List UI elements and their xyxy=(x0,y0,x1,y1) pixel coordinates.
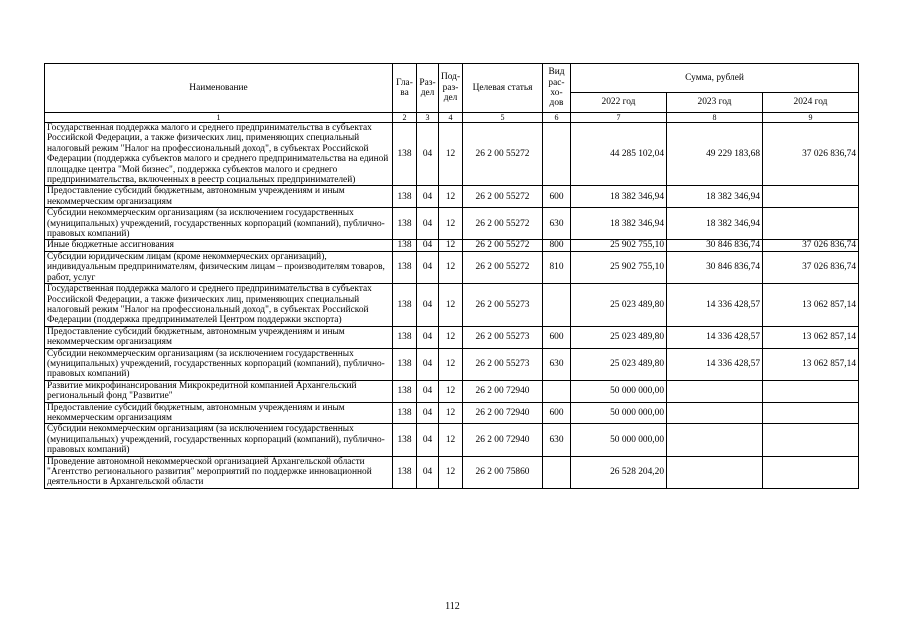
row-glava: 138 xyxy=(393,251,417,283)
row-vid: 630 xyxy=(543,208,571,240)
column-number: 6 xyxy=(543,113,571,123)
row-sum-2022: 25 902 755,10 xyxy=(571,240,667,251)
row-sum-2024: 37 026 836,74 xyxy=(763,123,859,186)
row-article: 26 2 00 55273 xyxy=(463,348,543,380)
row-podrazdel: 12 xyxy=(439,240,463,251)
header-sum: Сумма, рублей xyxy=(571,64,859,93)
header-vid: Вид рас-хо-дов xyxy=(543,64,571,113)
header-name: Наименование xyxy=(45,64,393,113)
row-sum-2024 xyxy=(763,380,859,402)
row-sum-2023: 30 846 836,74 xyxy=(667,251,763,283)
row-article: 26 2 00 72940 xyxy=(463,380,543,402)
table-row xyxy=(45,456,859,488)
table-row xyxy=(45,123,859,186)
row-podrazdel: 12 xyxy=(439,208,463,240)
row-sum-2024: 13 062 857,14 xyxy=(763,348,859,380)
column-number: 1 xyxy=(45,113,393,123)
row-podrazdel: 12 xyxy=(439,348,463,380)
row-razdel: 04 xyxy=(417,424,439,456)
column-number: 9 xyxy=(763,113,859,123)
row-vid: 600 xyxy=(543,326,571,348)
column-number: 2 xyxy=(393,113,417,123)
table-row xyxy=(45,402,859,424)
row-name: Иные бюджетные ассигнования xyxy=(45,240,393,251)
header-2023: 2023 год xyxy=(667,93,763,113)
header-2024: 2024 год xyxy=(763,93,859,113)
table-row xyxy=(45,326,859,348)
row-name: Субсидии юридическим лицам (кроме некоммерческих организаций), индивидуальным предпринимателям, физическим лицам – производителям товаров, работ, услуг xyxy=(45,251,393,283)
row-article: 26 2 00 72940 xyxy=(463,402,543,424)
row-glava: 138 xyxy=(393,456,417,488)
row-sum-2022: 50 000 000,00 xyxy=(571,424,667,456)
row-sum-2024: 13 062 857,14 xyxy=(763,284,859,327)
row-razdel: 04 xyxy=(417,284,439,327)
row-podrazdel: 12 xyxy=(439,251,463,283)
row-sum-2023: 14 336 428,57 xyxy=(667,284,763,327)
row-vid: 600 xyxy=(543,186,571,208)
table-row xyxy=(45,284,859,327)
header-2022: 2022 год xyxy=(571,93,667,113)
row-glava: 138 xyxy=(393,284,417,327)
row-sum-2022: 25 023 489,80 xyxy=(571,348,667,380)
row-podrazdel: 12 xyxy=(439,402,463,424)
column-number: 8 xyxy=(667,113,763,123)
header-razdel: Раз-дел xyxy=(417,64,439,113)
row-razdel: 04 xyxy=(417,456,439,488)
row-vid xyxy=(543,284,571,327)
row-sum-2024: 37 026 836,74 xyxy=(763,251,859,283)
row-sum-2023: 14 336 428,57 xyxy=(667,326,763,348)
row-podrazdel: 12 xyxy=(439,186,463,208)
row-sum-2023: 30 846 836,74 xyxy=(667,240,763,251)
row-name: Государственная поддержка малого и среднего предпринимательства в субъектах Российской Федерации, а также физических лиц, применяющих специальный налоговый режим "Налог на профессиональный доход", в субъектах Российской Федерации (поддержка предпринимателей Центром поддержки экспорта) xyxy=(45,284,393,327)
row-sum-2024 xyxy=(763,424,859,456)
row-podrazdel: 12 xyxy=(439,284,463,327)
row-name: Проведение автономной некоммерческой организацией Архангельской области "Агентство регионального развития" мероприятий по поддержке инновационной деятельности в Архангельской области xyxy=(45,456,393,488)
row-article: 26 2 00 55273 xyxy=(463,326,543,348)
column-number: 7 xyxy=(571,113,667,123)
row-glava: 138 xyxy=(393,326,417,348)
row-sum-2023: 14 336 428,57 xyxy=(667,348,763,380)
row-sum-2023 xyxy=(667,380,763,402)
table-row xyxy=(45,186,859,208)
row-vid: 630 xyxy=(543,348,571,380)
row-sum-2022: 26 528 204,20 xyxy=(571,456,667,488)
row-sum-2022: 25 023 489,80 xyxy=(571,284,667,327)
row-glava: 138 xyxy=(393,380,417,402)
column-number: 4 xyxy=(439,113,463,123)
row-razdel: 04 xyxy=(417,186,439,208)
row-vid xyxy=(543,380,571,402)
row-name: Государственная поддержка малого и среднего предпринимательства в субъектах Российской Федерации, а также физических лиц, применяющих специальный налоговый режим "Налог на профессиональный доход", в субъектах Российской Федерации (поддержка субъектов малого и среднего предпринимательства на единой площадке центра "Мой бизнес", поддержка субъектов малого и среднего предпринимательства, включенных в реестр социальных предпринимателей) xyxy=(45,123,393,186)
row-article: 26 2 00 72940 xyxy=(463,424,543,456)
table-row xyxy=(45,240,859,251)
row-podrazdel: 12 xyxy=(439,326,463,348)
row-podrazdel: 12 xyxy=(439,424,463,456)
row-razdel: 04 xyxy=(417,348,439,380)
row-vid xyxy=(543,456,571,488)
table-row xyxy=(45,380,859,402)
row-sum-2024 xyxy=(763,456,859,488)
table-row xyxy=(45,208,859,240)
row-glava: 138 xyxy=(393,208,417,240)
row-glava: 138 xyxy=(393,240,417,251)
budget-table xyxy=(44,63,859,489)
page-number: 112 xyxy=(445,601,460,612)
row-sum-2024: 37 026 836,74 xyxy=(763,240,859,251)
row-sum-2023: 18 382 346,94 xyxy=(667,208,763,240)
row-article: 26 2 00 55272 xyxy=(463,240,543,251)
column-number: 5 xyxy=(463,113,543,123)
row-name: Предоставление субсидий бюджетным, автономным учреждениям и иным некоммерческим организациям xyxy=(45,326,393,348)
header-article: Целевая статья xyxy=(463,64,543,113)
row-vid: 810 xyxy=(543,251,571,283)
row-sum-2023: 49 229 183,68 xyxy=(667,123,763,186)
header-glava: Гла-ва xyxy=(393,64,417,113)
row-sum-2022: 50 000 000,00 xyxy=(571,402,667,424)
row-razdel: 04 xyxy=(417,251,439,283)
row-razdel: 04 xyxy=(417,123,439,186)
row-sum-2024 xyxy=(763,402,859,424)
row-podrazdel: 12 xyxy=(439,123,463,186)
row-razdel: 04 xyxy=(417,240,439,251)
row-sum-2022: 25 023 489,80 xyxy=(571,326,667,348)
row-article: 26 2 00 75860 xyxy=(463,456,543,488)
row-razdel: 04 xyxy=(417,380,439,402)
row-vid: 630 xyxy=(543,424,571,456)
row-sum-2022: 18 382 346,94 xyxy=(571,208,667,240)
row-glava: 138 xyxy=(393,402,417,424)
row-name: Предоставление субсидий бюджетным, автономным учреждениям и иным некоммерческим организациям xyxy=(45,186,393,208)
row-podrazdel: 12 xyxy=(439,456,463,488)
header-podrazdel: Под-раз-дел xyxy=(439,64,463,113)
row-glava: 138 xyxy=(393,123,417,186)
table-row xyxy=(45,348,859,380)
row-podrazdel: 12 xyxy=(439,380,463,402)
row-vid: 800 xyxy=(543,240,571,251)
table-body xyxy=(45,113,859,489)
row-glava: 138 xyxy=(393,186,417,208)
row-sum-2023 xyxy=(667,424,763,456)
row-name: Предоставление субсидий бюджетным, автономным учреждениям и иным некоммерческим организациям xyxy=(45,402,393,424)
table-row xyxy=(45,251,859,283)
row-sum-2024 xyxy=(763,208,859,240)
column-number-row xyxy=(45,113,859,123)
row-name: Субсидии некоммерческим организациям (за исключением государственных (муниципальных) учреждений, государственных корпораций (компаний), публично-правовых компаний) xyxy=(45,348,393,380)
row-sum-2023 xyxy=(667,456,763,488)
table-row xyxy=(45,424,859,456)
row-name: Субсидии некоммерческим организациям (за исключением государственных (муниципальных) учреждений, государственных корпораций (компаний), публично-правовых компаний) xyxy=(45,424,393,456)
row-article: 26 2 00 55272 xyxy=(463,186,543,208)
row-vid xyxy=(543,123,571,186)
row-vid: 600 xyxy=(543,402,571,424)
row-name: Развитие микрофинансирования Микрокредитной компанией Архангельский региональный фонд "Развитие" xyxy=(45,380,393,402)
row-razdel: 04 xyxy=(417,208,439,240)
row-article: 26 2 00 55273 xyxy=(463,284,543,327)
row-glava: 138 xyxy=(393,348,417,380)
row-sum-2023 xyxy=(667,402,763,424)
row-sum-2022: 50 000 000,00 xyxy=(571,380,667,402)
row-article: 26 2 00 55272 xyxy=(463,123,543,186)
row-sum-2023: 18 382 346,94 xyxy=(667,186,763,208)
row-sum-2024: 13 062 857,14 xyxy=(763,326,859,348)
row-article: 26 2 00 55272 xyxy=(463,251,543,283)
row-razdel: 04 xyxy=(417,326,439,348)
row-sum-2024 xyxy=(763,186,859,208)
row-glava: 138 xyxy=(393,424,417,456)
column-number: 3 xyxy=(417,113,439,123)
row-sum-2022: 25 902 755,10 xyxy=(571,251,667,283)
row-sum-2022: 18 382 346,94 xyxy=(571,186,667,208)
row-razdel: 04 xyxy=(417,402,439,424)
row-article: 26 2 00 55272 xyxy=(463,208,543,240)
row-sum-2022: 44 285 102,04 xyxy=(571,123,667,186)
row-name: Субсидии некоммерческим организациям (за исключением государственных (муниципальных) учреждений, государственных корпораций (компаний), публично-правовых компаний) xyxy=(45,208,393,240)
